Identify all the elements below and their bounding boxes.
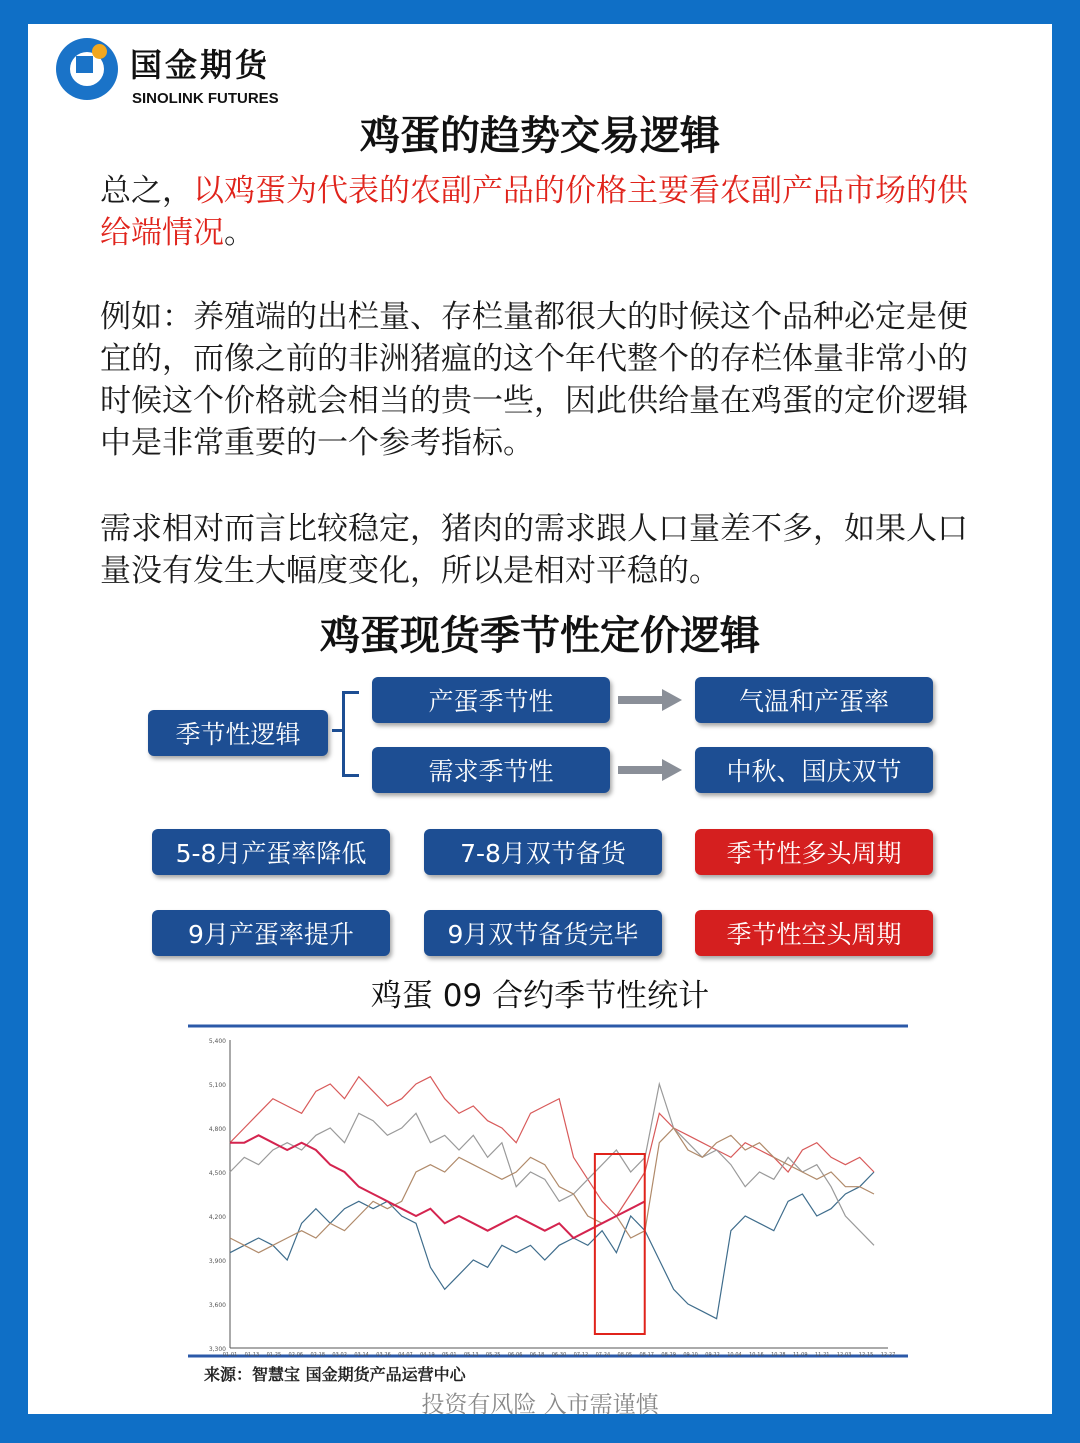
festival-stocking-box: 7-8月双节备货 [424, 829, 662, 875]
series-line-2020 [230, 1077, 874, 1216]
x-tick-label: 11-21 [814, 1352, 830, 1358]
x-tick-label: 10-04 [727, 1352, 742, 1358]
y-tick-label: 5,100 [208, 1082, 226, 1089]
seasonal-line-chart [188, 1024, 908, 1382]
brand-logo [56, 38, 316, 107]
x-tick-label: 03-02 [332, 1352, 347, 1358]
x-tick-label: 12-27 [880, 1352, 896, 1358]
branch-demand-box: 需求季节性 [372, 747, 610, 793]
demand-paragraph: 需求相对而言比较稳定，猪肉的需求跟人口量差不多，如果人口量没有发生大幅度变化，所以是相对平稳的。 [100, 511, 968, 589]
x-tick-label: 02-18 [310, 1352, 325, 1358]
laying-rate-rise-box: 9月产蛋率提升 [152, 910, 390, 956]
y-tick-label: 3,900 [208, 1258, 226, 1265]
summary-highlight: 以鸡蛋为代表的农副产品的价格主要看农副产品市场的供给端情况 [100, 173, 968, 251]
x-tick-label: 10-28 [771, 1352, 786, 1358]
y-tick-label: 4,200 [208, 1214, 226, 1221]
x-tick-label: 08-05 [617, 1352, 633, 1358]
series-line-2019 [230, 1172, 874, 1319]
seasonal-bear-box: 季节性空头周期 [695, 910, 933, 956]
y-tick-labels [209, 1038, 226, 1353]
series-line-2021 [230, 1084, 874, 1245]
x-tick-label: 11-09 [793, 1352, 808, 1358]
x-tick-label: 12-15 [858, 1352, 874, 1358]
x-tick-label: 04-19 [420, 1352, 435, 1358]
branch-egg-laying-box: 产蛋季节性 [372, 677, 610, 723]
temperature-laying-rate-box: 气温和产蛋率 [695, 677, 933, 723]
chart-title: 鸡蛋 09 合约季节性统计 [370, 978, 710, 1014]
x-tick-label: 07-24 [595, 1352, 611, 1358]
x-tick-label: 01-25 [266, 1352, 282, 1358]
x-tick-label: 01-13 [244, 1352, 260, 1358]
x-tick-label: 05-25 [485, 1352, 501, 1358]
y-tick-label: 5,400 [208, 1038, 226, 1045]
example-paragraph: 例如：养殖端的出栏量、存栏量都很大的时候这个品种必定是便宜的，而像之前的非洲猪瘟的这个年代整个的存栏体量非常小的时候这个价格就会相当的贵一些，因此供给量在鸡蛋的定价逻辑中是非常重要的一个参考指标。 [100, 299, 968, 461]
x-tick-label: 09-10 [683, 1352, 698, 1358]
x-tick-label: 06-30 [551, 1352, 567, 1358]
page-title: 鸡蛋的趋势交易逻辑 [360, 113, 720, 159]
diagram-root-box: 季节性逻辑 [148, 710, 328, 756]
content-card [28, 24, 1052, 1418]
y-tick-label: 4,800 [208, 1126, 226, 1133]
festival-box: 中秋、国庆双节 [695, 747, 933, 793]
x-tick-label: 03-26 [376, 1352, 391, 1358]
arrow-right-icon [616, 686, 686, 714]
stocking-complete-box: 9月双节备货完毕 [424, 910, 662, 956]
logo-english-name: SINOLINK FUTURES [132, 90, 279, 107]
sinolink-logo-icon [56, 38, 118, 100]
x-tick-label: 10-16 [749, 1352, 764, 1358]
y-tick-label: 3,600 [208, 1302, 226, 1309]
x-tick-label: 06-18 [529, 1352, 545, 1358]
x-tick-label: 03-14 [354, 1352, 369, 1358]
summary-tail: 。 [224, 215, 255, 251]
series-lines [230, 1077, 874, 1319]
x-tick-labels [223, 1352, 896, 1358]
logo-chinese-name: 国金期货 [130, 46, 271, 84]
x-tick-label: 02-06 [288, 1352, 304, 1358]
series-line-2023 [230, 1135, 645, 1238]
arrow-right-icon [616, 756, 686, 784]
x-tick-label: 01-01 [222, 1352, 238, 1358]
x-tick-label: 06-06 [507, 1352, 523, 1358]
summary-paragraph [100, 170, 970, 254]
diagram-bracket [342, 691, 359, 777]
x-tick-label: 05-01 [442, 1352, 457, 1358]
x-tick-label: 07-12 [573, 1352, 589, 1358]
y-tick-label: 3,300 [208, 1346, 226, 1353]
x-tick-label: 08-29 [661, 1352, 676, 1358]
x-tick-label: 09-22 [705, 1352, 720, 1358]
x-tick-label: 08-17 [639, 1352, 654, 1358]
source-note: 来源：智慧宝 国金期货产品运营中心 [204, 1365, 466, 1384]
laying-rate-decline-box: 5-8月产蛋率降低 [152, 829, 390, 875]
risk-warning: 投资有风险 入市需谨慎 [421, 1392, 659, 1418]
bracket-stem [332, 729, 344, 732]
x-tick-label: 04-07 [398, 1352, 413, 1358]
x-tick-label: 05-13 [464, 1352, 479, 1358]
seasonal-bull-box: 季节性多头周期 [695, 829, 933, 875]
y-tick-label: 4,500 [208, 1170, 226, 1177]
section-title: 鸡蛋现货季节性定价逻辑 [320, 613, 760, 659]
x-tick-label: 12-03 [836, 1352, 852, 1358]
summary-lead: 总之， [100, 173, 193, 209]
